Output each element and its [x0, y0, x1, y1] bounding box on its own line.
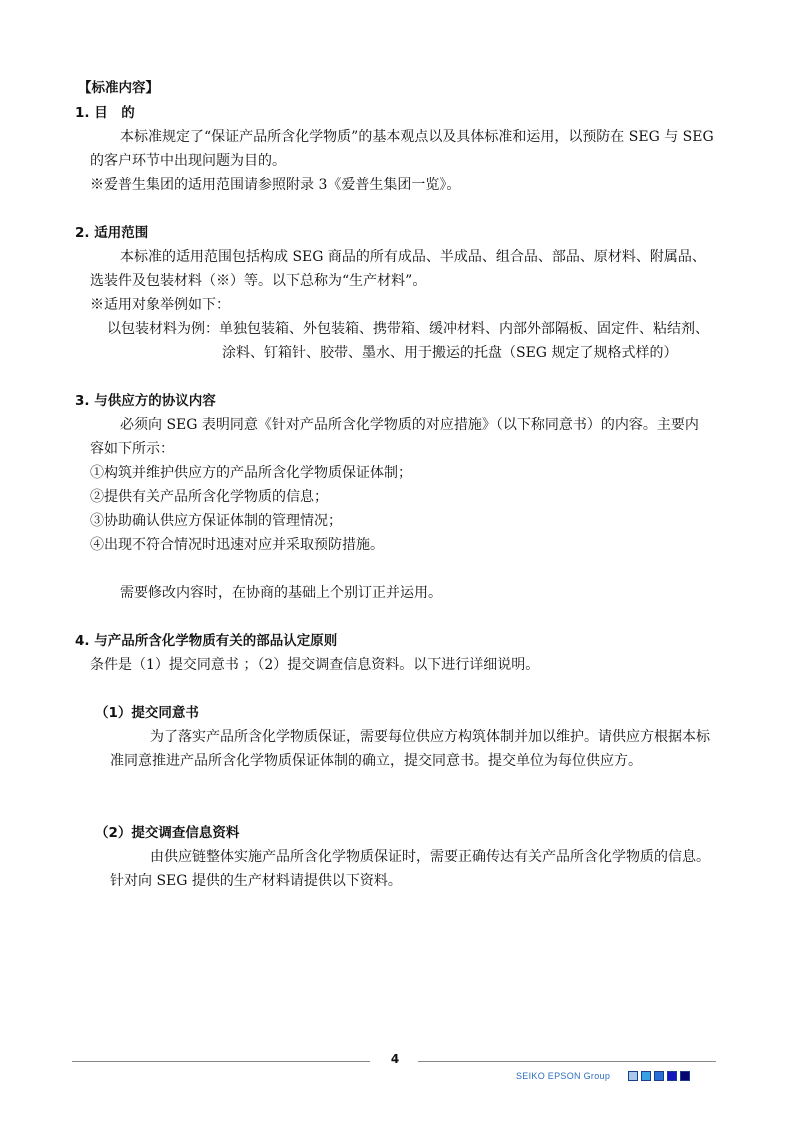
section-3-paragraph-line-1: 必须向 SEG 表明同意《针对产品所含化学物质的对应措施》（以下称同意书）的内容。主要内 — [120, 417, 699, 433]
section-2-note: ※适用对象举例如下： — [90, 297, 230, 313]
brand-square — [654, 1071, 664, 1081]
brand-square — [628, 1071, 638, 1081]
section-1-note: ※爱普生集团的适用范围请参照附录 3《爱普生集团一览》。 — [90, 177, 461, 193]
section-3-list-item: ④出现不符合情况时迅速对应并采取预防措施。 — [90, 537, 384, 553]
footer-rule-left — [72, 1061, 370, 1062]
section-header: 【标准内容】 — [78, 80, 159, 96]
subsection-1-title: （1）提交同意书 — [95, 705, 199, 721]
section-3-title: 3. 与供应方的协议内容 — [75, 393, 216, 409]
brand-square — [641, 1071, 651, 1081]
section-3-list-item: ③协助确认供应方保证体制的管理情况； — [90, 513, 342, 529]
brand-label: SEIKO EPSON Group — [516, 1071, 611, 1081]
section-3-paragraph-2: 需要修改内容时，在协商的基础上个别订正并运用。 — [120, 585, 442, 601]
section-4-title: 4. 与产品所含化学物质有关的部品认定原则 — [75, 633, 338, 649]
section-3-paragraph-line-2: 容如下所示： — [90, 441, 174, 457]
section-1-paragraph-line-2: 的客户环节中出现问题为目的。 — [90, 153, 286, 169]
subsection-1-line-1: 为了落实产品所含化学物质保证，需要每位供应方构筑体制并加以维护。请供应方根据本标 — [150, 729, 710, 745]
section-1-title: 1. 目 的 — [75, 105, 135, 121]
section-2-paragraph-line-1: 本标准的适用范围包括构成 SEG 商品的所有成品、半成品、组合品、部品、原材料、附属品、 — [120, 249, 706, 265]
section-3-list-item: ②提供有关产品所含化学物质的信息； — [90, 489, 328, 505]
brand-squares — [628, 1071, 690, 1081]
subsection-2-title: （2）提交调查信息资料 — [95, 825, 240, 841]
footer-rule-right — [418, 1061, 716, 1062]
section-1-paragraph-line-1: 本标准规定了“保证产品所含化学物质”的基本观点以及具体标准和运用，以预防在 SEG 与 SEG — [120, 129, 714, 145]
section-3-list-item: ①构筑并维护供应方的产品所含化学物质保证体制； — [90, 465, 412, 481]
section-2-example-line-1: 以包装材料为例：单独包装箱、外包装箱、携带箱、缓冲材料、内部外部隔板、固定件、粘结剂、 — [107, 321, 709, 337]
page-number: 4 — [390, 1052, 400, 1066]
subsection-2-line-2: 针对向 SEG 提供的生产材料请提供以下资料。 — [110, 873, 402, 889]
section-2-example-line-2: 涂料、钉箱针、胶带、墨水、用于搬运的托盘（SEG 规定了规格式样的） — [222, 345, 678, 361]
brand-square — [667, 1071, 677, 1081]
subsection-2-line-1: 由供应链整体实施产品所含化学物质保证时，需要正确传达有关产品所含化学物质的信息。 — [150, 849, 710, 865]
section-4-intro: 条件是（1）提交同意书 ；（2）提交调查信息资料。以下进行详细说明。 — [90, 657, 540, 673]
section-2-title: 2. 适用范围 — [75, 225, 149, 241]
subsection-1-line-2: 准同意推进产品所含化学物质保证体制的确立，提交同意书。提交单位为每位供应方。 — [110, 753, 642, 769]
brand-square — [680, 1071, 690, 1081]
section-2-paragraph-line-2: 选装件及包装材料（※）等。以下总称为“生产材料”。 — [90, 273, 427, 289]
